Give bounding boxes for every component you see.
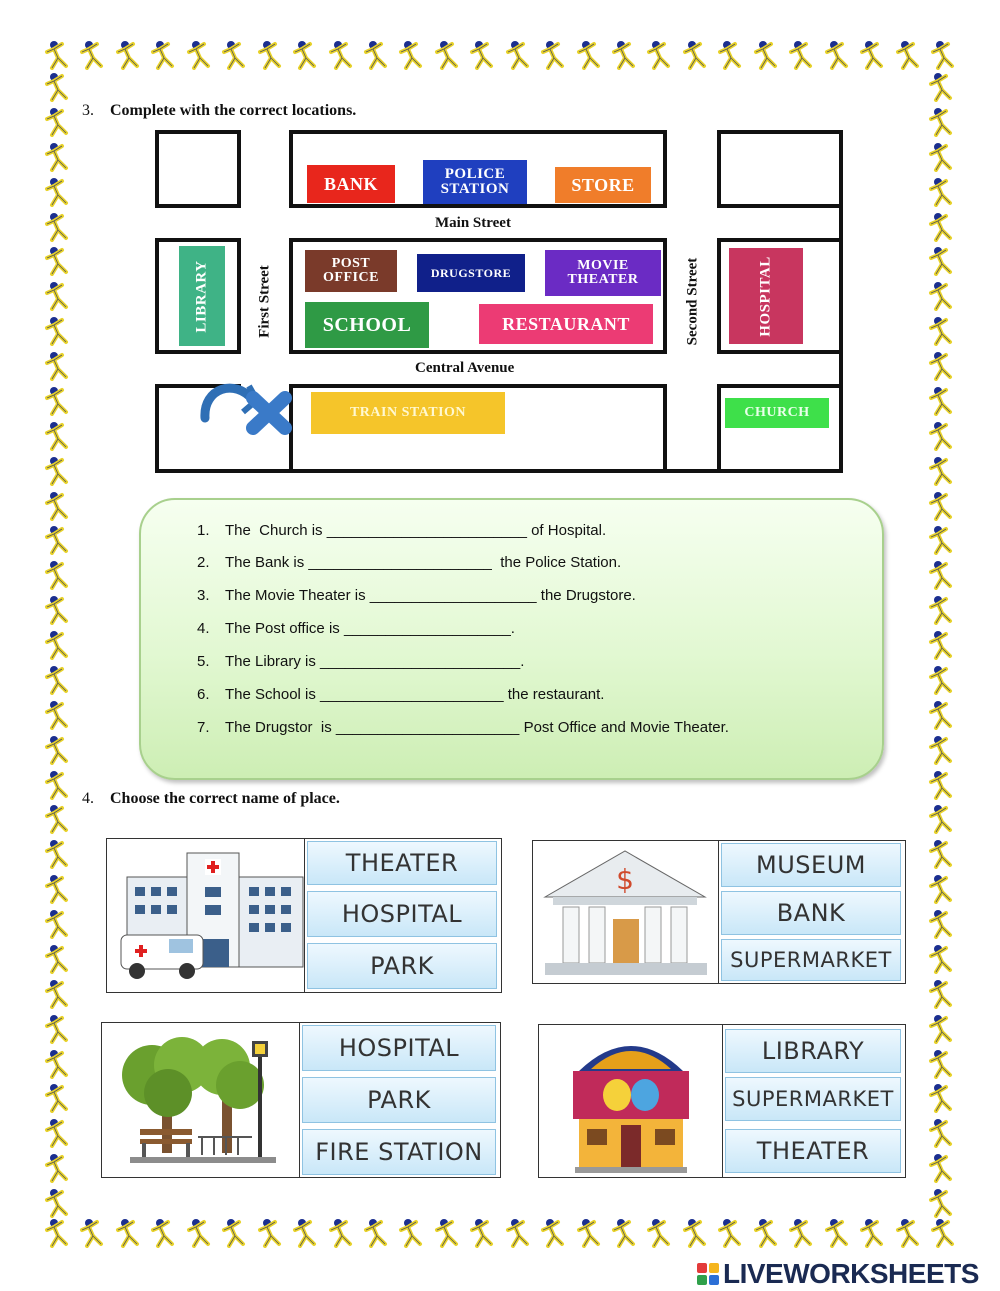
quiz-card-hospital: [106, 838, 502, 993]
border-figure-icon: [44, 72, 72, 102]
decorative-border-left: [44, 72, 72, 1218]
border-figure-icon: [186, 40, 212, 72]
border-figure-icon: [928, 1083, 956, 1113]
bank-icon: [533, 841, 719, 983]
fill-in-exercise-box: [139, 498, 884, 780]
border-figure-icon: [576, 40, 602, 72]
border-figure-icon: [928, 1049, 956, 1079]
section-4-heading: [82, 790, 340, 808]
border-figure-icon: [44, 944, 72, 974]
border-figure-icon: [928, 177, 956, 207]
section-4-title: Choose the correct name of place.: [110, 790, 340, 807]
border-figure-icon: [928, 281, 956, 311]
border-figure-icon: [44, 1153, 72, 1183]
border-figure-icon: [895, 1218, 921, 1250]
border-figure-icon: [363, 40, 389, 72]
map-block-top-left: [155, 130, 241, 208]
border-figure-icon: [44, 1014, 72, 1044]
border-figure-icon: [928, 351, 956, 381]
border-figure-icon: [434, 40, 460, 72]
border-figure-icon: [44, 1118, 72, 1148]
quiz-4-option-3[interactable]: THEATER: [725, 1129, 901, 1173]
border-figure-icon: [44, 1218, 70, 1250]
brand-name: LIVEWORKSHEETS: [723, 1258, 979, 1289]
border-figure-icon: [753, 40, 779, 72]
border-figure-icon: [186, 1218, 212, 1250]
border-figure-icon: [44, 909, 72, 939]
border-figure-icon: [682, 1218, 708, 1250]
border-figure-icon: [928, 107, 956, 137]
border-figure-icon: [928, 595, 956, 625]
border-figure-icon: [859, 40, 885, 72]
border-figure-icon: [682, 40, 708, 72]
place-church: CHURCH: [725, 398, 829, 428]
exercise-item-2: 2. The Bank is ______________________ the Police Station.: [197, 554, 622, 571]
border-figure-icon: [928, 142, 956, 172]
border-figure-icon: [398, 1218, 424, 1250]
border-figure-icon: [79, 1218, 105, 1250]
you-are-here-arrow-icon: [195, 370, 295, 450]
border-figure-icon: [44, 246, 72, 276]
border-figure-icon: [434, 1218, 460, 1250]
border-figure-icon: [788, 40, 814, 72]
border-figure-icon: [469, 1218, 495, 1250]
border-figure-icon: [44, 456, 72, 486]
border-figure-icon: [928, 246, 956, 276]
park-icon: [102, 1023, 300, 1177]
liveworksheets-logo-icon: [697, 1263, 719, 1285]
decorative-border-top: [44, 40, 956, 72]
border-figure-icon: [928, 804, 956, 834]
border-figure-icon: [928, 316, 956, 346]
street-central: Central Avenue: [415, 360, 515, 376]
border-figure-icon: [44, 491, 72, 521]
border-figure-icon: [928, 525, 956, 555]
quiz-1-option-2[interactable]: HOSPITAL: [307, 891, 497, 937]
quiz-card-bank: [532, 840, 906, 984]
border-figure-icon: [44, 804, 72, 834]
border-figure-icon: [398, 40, 424, 72]
quiz-1-option-3[interactable]: PARK: [307, 943, 497, 989]
border-figure-icon: [44, 40, 70, 72]
section-3-heading: [82, 102, 356, 120]
border-figure-icon: [44, 107, 72, 137]
street-main: Main Street: [435, 215, 511, 231]
border-figure-icon: [44, 979, 72, 1009]
border-figure-icon: [44, 1188, 72, 1218]
section-3-title: Complete with the correct locations.: [110, 102, 357, 119]
border-figure-icon: [611, 1218, 637, 1250]
theater-icon: [539, 1025, 723, 1177]
border-figure-icon: [44, 177, 72, 207]
border-figure-icon: [292, 40, 318, 72]
border-figure-icon: [150, 1218, 176, 1250]
quiz-3-option-3[interactable]: FIRE STATION: [302, 1129, 496, 1175]
quiz-card-park: [101, 1022, 501, 1178]
border-figure-icon: [221, 1218, 247, 1250]
exercise-item-5: 5. The Library is ________________________.: [197, 653, 525, 670]
border-figure-icon: [928, 560, 956, 590]
border-figure-icon: [928, 700, 956, 730]
border-figure-icon: [44, 525, 72, 555]
park-picture: [102, 1023, 300, 1177]
svg-text:$: $: [616, 863, 634, 896]
border-figure-icon: [469, 40, 495, 72]
border-figure-icon: [44, 421, 72, 451]
street-second: Second Street: [684, 257, 701, 346]
decorative-border-right: [928, 72, 956, 1218]
border-figure-icon: [753, 1218, 779, 1250]
border-figure-icon: [788, 1218, 814, 1250]
place-restaurant: RESTAURANT: [479, 304, 653, 344]
border-figure-icon: [928, 944, 956, 974]
border-figure-icon: [115, 40, 141, 72]
border-figure-icon: [44, 665, 72, 695]
border-figure-icon: [928, 72, 956, 102]
section-4-number: 4.: [82, 790, 94, 807]
border-figure-icon: [79, 40, 105, 72]
border-figure-icon: [44, 700, 72, 730]
place-bank: BANK: [307, 165, 395, 203]
border-figure-icon: [717, 40, 743, 72]
theater-picture: [539, 1025, 723, 1177]
border-figure-icon: [928, 1014, 956, 1044]
place-police-station: POLICE STATION: [423, 160, 527, 204]
quiz-2-option-3[interactable]: SUPERMARKET: [721, 939, 901, 981]
border-figure-icon: [540, 40, 566, 72]
liveworksheets-logo: [697, 1258, 979, 1290]
border-figure-icon: [611, 40, 637, 72]
border-figure-icon: [928, 979, 956, 1009]
decorative-border-bottom: [44, 1218, 956, 1250]
quiz-3-option-2[interactable]: PARK: [302, 1077, 496, 1123]
border-figure-icon: [150, 40, 176, 72]
border-figure-icon: [44, 630, 72, 660]
border-figure-icon: [646, 1218, 672, 1250]
place-movie-theater: MOVIE THEATER: [545, 250, 661, 296]
bank-picture: [533, 841, 719, 983]
border-figure-icon: [292, 1218, 318, 1250]
border-figure-icon: [221, 40, 247, 72]
map-block-top-right: [717, 130, 843, 208]
border-figure-icon: [44, 142, 72, 172]
border-figure-icon: [930, 1218, 956, 1250]
border-figure-icon: [576, 1218, 602, 1250]
border-figure-icon: [824, 1218, 850, 1250]
border-figure-icon: [646, 40, 672, 72]
street-first: First Street: [256, 265, 273, 338]
border-figure-icon: [717, 1218, 743, 1250]
border-figure-icon: [257, 40, 283, 72]
quiz-4-option-2[interactable]: SUPERMARKET: [725, 1077, 901, 1121]
border-figure-icon: [928, 421, 956, 451]
border-figure-icon: [505, 40, 531, 72]
border-figure-icon: [928, 770, 956, 800]
border-figure-icon: [928, 491, 956, 521]
border-figure-icon: [363, 1218, 389, 1250]
quiz-4-option-1[interactable]: LIBRARY: [725, 1029, 901, 1073]
border-figure-icon: [928, 735, 956, 765]
border-figure-icon: [44, 316, 72, 346]
place-post-office: POST OFFICE: [305, 250, 397, 292]
border-figure-icon: [930, 40, 956, 72]
exercise-item-4: 4. The Post office is ____________________.: [197, 620, 515, 637]
border-figure-icon: [540, 1218, 566, 1250]
border-figure-icon: [44, 1083, 72, 1113]
place-train-station: TRAIN STATION: [311, 392, 505, 434]
quiz-1-option-1[interactable]: THEATER: [307, 841, 497, 885]
quiz-2-option-1[interactable]: MUSEUM: [721, 843, 901, 887]
border-figure-icon: [895, 40, 921, 72]
border-figure-icon: [44, 874, 72, 904]
border-figure-icon: [824, 40, 850, 72]
border-figure-icon: [44, 839, 72, 869]
border-figure-icon: [328, 1218, 354, 1250]
street-map: [155, 130, 843, 473]
border-figure-icon: [928, 1118, 956, 1148]
border-figure-icon: [928, 665, 956, 695]
border-figure-icon: [44, 770, 72, 800]
border-figure-icon: [928, 630, 956, 660]
border-figure-icon: [928, 874, 956, 904]
border-figure-icon: [928, 386, 956, 416]
border-figure-icon: [928, 456, 956, 486]
border-figure-icon: [44, 212, 72, 242]
border-figure-icon: [44, 281, 72, 311]
exercise-item-3: 3. The Movie Theater is ____________________ the Drugstore.: [197, 587, 636, 604]
border-figure-icon: [44, 560, 72, 590]
section-3-number: 3.: [82, 102, 94, 119]
quiz-3-option-1[interactable]: HOSPITAL: [302, 1025, 496, 1071]
exercise-item-1: 1. The Church is ________________________ of Hospital.: [197, 522, 607, 539]
hospital-picture: [107, 839, 305, 992]
place-library: LIBRARY: [179, 246, 225, 346]
border-figure-icon: [928, 212, 956, 242]
border-figure-icon: [44, 1049, 72, 1079]
border-figure-icon: [115, 1218, 141, 1250]
border-figure-icon: [859, 1218, 885, 1250]
place-drugstore: DRUGSTORE: [417, 254, 525, 292]
border-figure-icon: [928, 839, 956, 869]
quiz-card-theater: [538, 1024, 906, 1178]
border-figure-icon: [44, 351, 72, 381]
hospital-icon: [107, 839, 305, 992]
place-school: SCHOOL: [305, 302, 429, 348]
border-figure-icon: [928, 909, 956, 939]
exercise-item-6: 6. The School is ______________________ the restaurant.: [197, 686, 605, 703]
place-store: STORE: [555, 167, 651, 203]
border-figure-icon: [928, 1153, 956, 1183]
border-figure-icon: [44, 386, 72, 416]
border-figure-icon: [505, 1218, 531, 1250]
border-figure-icon: [44, 595, 72, 625]
quiz-2-option-2[interactable]: BANK: [721, 891, 901, 935]
exercise-item-7: 7. The Drugstor is ______________________ Post Office and Movie Theater.: [197, 719, 729, 736]
border-figure-icon: [928, 1188, 956, 1218]
border-figure-icon: [328, 40, 354, 72]
border-figure-icon: [44, 735, 72, 765]
place-hospital: HOSPITAL: [729, 248, 803, 344]
border-figure-icon: [257, 1218, 283, 1250]
